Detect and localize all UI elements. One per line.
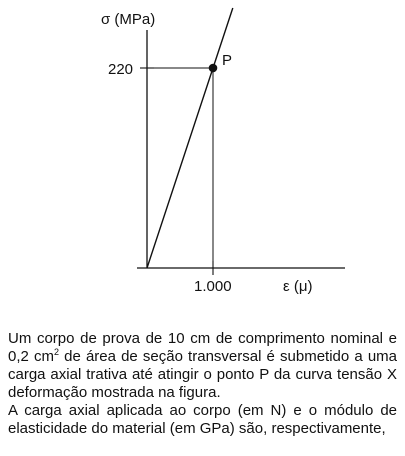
x-axis-label: ε (μ) — [283, 278, 313, 295]
question-text — [8, 330, 397, 438]
x-tick-label: 1.000 — [194, 278, 232, 295]
y-tick-label: 220 — [108, 61, 134, 78]
point-p-marker — [209, 64, 218, 73]
question-paragraph-1 — [8, 330, 397, 402]
stress-strain-line — [147, 8, 233, 268]
question-text-part-1: Um corpo de prova de 10 cm de comprimento nominal e 0,2 cm — [8, 330, 397, 365]
superscript-2: 2 — [53, 347, 59, 357]
question-paragraph-2: A carga axial aplicada ao corpo (em N) e o módulo de elasticidade do material (em GPa) são, respectivamente, — [8, 402, 397, 437]
point-p-label: P — [222, 52, 233, 69]
question-text-part-2: de área de seção transversal é submetido a uma carga axial trativa até atingir o ponto P da curva tensão X deformação mostrada na figura. — [8, 348, 398, 401]
y-axis-label: σ (MPa) — [101, 11, 156, 28]
